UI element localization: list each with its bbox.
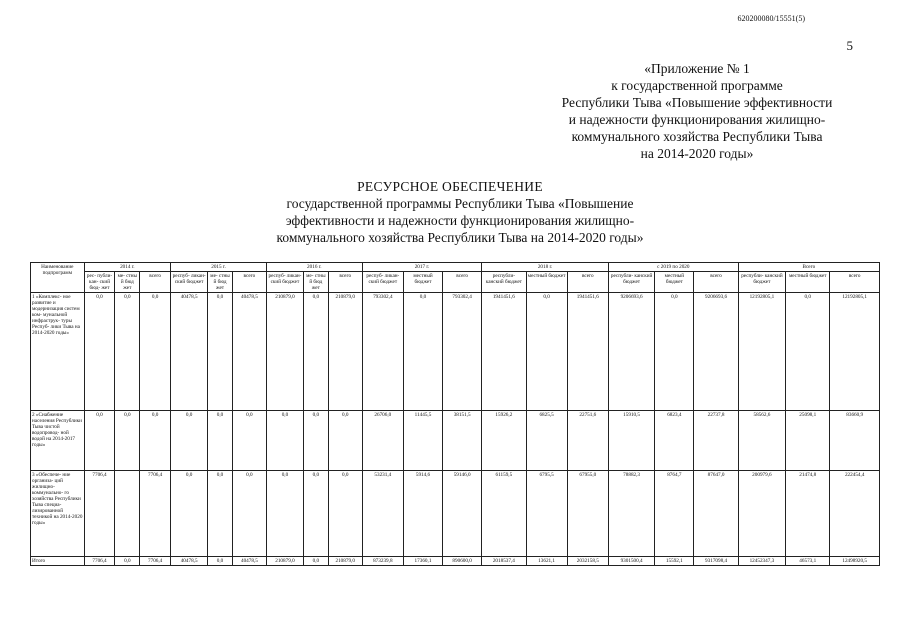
- value-cell: 1941451,6: [482, 293, 526, 411]
- value-cell: 12192805,1: [738, 293, 785, 411]
- budget-header: республи- канский бюджет: [738, 272, 785, 293]
- value-cell: 26706,0: [362, 411, 403, 471]
- value-cell: 0,0: [171, 411, 208, 471]
- budget-header: местный бюджет: [526, 272, 567, 293]
- value-cell: 58562,6: [738, 411, 785, 471]
- value-cell: 0,0: [208, 293, 233, 411]
- value-cell: 78882,3: [608, 471, 654, 557]
- budget-header: республи- канский бюджет: [482, 272, 526, 293]
- appendix-line-3: Республики Тыва «Повышение эффективности: [561, 95, 833, 110]
- value-cell: 873239,8: [362, 557, 403, 566]
- value-cell: 2018537,4: [482, 557, 526, 566]
- value-cell: 0,0: [208, 411, 233, 471]
- value-cell: 0,0: [786, 293, 830, 411]
- value-cell: 9206693,6: [608, 293, 654, 411]
- subprogram-name: 3 «Обеспече- ние организа- ций жилищно- коммунально- го хозяйства Республики Тыва специа- лизированной техникой на 2014-2020 годы»: [31, 471, 85, 557]
- value-cell: 0,0: [115, 293, 140, 411]
- value-cell: 9317098,4: [694, 557, 738, 566]
- budget-header: ме- стны й бюд жет: [115, 272, 140, 293]
- value-cell: 0,0: [655, 293, 694, 411]
- value-cell: 83660,9: [830, 411, 880, 471]
- document-number: 620200080/15551(5): [737, 14, 805, 23]
- year-header: 2017 г.: [362, 263, 482, 272]
- budget-header: местный бюджет: [655, 272, 694, 293]
- value-cell: 59146,0: [443, 471, 482, 557]
- budget-header: всего: [694, 272, 738, 293]
- value-cell: 0,0: [208, 557, 233, 566]
- value-cell: 793302,4: [443, 293, 482, 411]
- value-cell: 5914,6: [403, 471, 442, 557]
- value-cell: 7706,4: [140, 557, 171, 566]
- value-cell: 12498920,5: [830, 557, 880, 566]
- value-cell: 40478,5: [232, 557, 266, 566]
- value-cell: 0,0: [140, 411, 171, 471]
- value-cell: 0,0: [526, 293, 567, 411]
- value-cell: 0,0: [303, 411, 328, 471]
- value-cell: 222454,4: [830, 471, 880, 557]
- value-cell: 38151,5: [443, 411, 482, 471]
- value-cell: 17360,1: [403, 557, 442, 566]
- value-cell: 22737,8: [694, 411, 738, 471]
- value-cell: 7706,4: [84, 471, 115, 557]
- value-cell: 210879,0: [328, 557, 362, 566]
- value-cell: 0,0: [232, 411, 266, 471]
- appendix-line-1: «Приложение № 1: [644, 61, 750, 76]
- value-cell: 0,0: [266, 411, 303, 471]
- title-line-4: коммунального хозяйства Республики Тыва на 2014-2020 годы»: [276, 230, 644, 245]
- value-cell: 0,0: [115, 411, 140, 471]
- value-cell: 12192805,1: [830, 293, 880, 411]
- value-cell: 0,0: [328, 471, 362, 557]
- value-cell: 890600,0: [443, 557, 482, 566]
- value-cell: 0,0: [84, 411, 115, 471]
- value-cell: 210879,0: [266, 293, 303, 411]
- budget-header: всего: [830, 272, 880, 293]
- budget-header: всего: [443, 272, 482, 293]
- value-cell: 9206693,6: [694, 293, 738, 411]
- value-cell: 40478,5: [232, 293, 266, 411]
- budget-header: респуб- ликан- ский бюджет: [266, 272, 303, 293]
- budget-header: всего: [232, 272, 266, 293]
- value-cell: 6825,5: [526, 411, 567, 471]
- title-line-1: РЕСУРСНОЕ ОБЕСПЕЧЕНИЕ: [357, 179, 543, 194]
- value-cell: 0,0: [115, 557, 140, 566]
- value-cell: 210879,0: [266, 557, 303, 566]
- value-cell: 0,0: [303, 557, 328, 566]
- year-header: 2014 г.: [84, 263, 171, 272]
- value-cell: 53231,4: [362, 471, 403, 557]
- value-cell: 7706,4: [140, 471, 171, 557]
- value-cell: 200979,6: [738, 471, 785, 557]
- year-header: с 2019 по 2020: [608, 263, 738, 272]
- page-number: 5: [846, 38, 853, 53]
- year-header-row: [31, 263, 880, 272]
- budget-header: местный бюджет: [403, 272, 442, 293]
- value-cell: 15592,1: [655, 557, 694, 566]
- value-cell: 11445,5: [403, 411, 442, 471]
- value-cell: 210879,0: [328, 293, 362, 411]
- year-header: Всего: [738, 263, 879, 272]
- title-line-2: государственной программы Республики Тыва «Повышение: [286, 196, 634, 211]
- value-cell: 15926,2: [482, 411, 526, 471]
- table-row: [31, 293, 880, 411]
- budget-header-row: [31, 272, 880, 293]
- value-cell: 6795,5: [526, 471, 567, 557]
- value-cell: 61159,5: [482, 471, 526, 557]
- value-cell: 6823,4: [655, 411, 694, 471]
- resource-table: [30, 262, 880, 566]
- value-cell: 25098,1: [786, 411, 830, 471]
- year-header: 2016 г.: [266, 263, 362, 272]
- budget-header: республи- канский бюджет: [608, 272, 654, 293]
- budget-header: ме- стны й бюд жет: [208, 272, 233, 293]
- value-cell: 22751,6: [567, 411, 608, 471]
- value-cell: 0,0: [84, 293, 115, 411]
- value-cell: 793302,4: [362, 293, 403, 411]
- value-cell: 15910,5: [608, 411, 654, 471]
- value-cell: 2032158,5: [567, 557, 608, 566]
- budget-header: всего: [328, 272, 362, 293]
- value-cell: 0,0: [232, 471, 266, 557]
- value-cell: 0,0: [328, 411, 362, 471]
- value-cell: 9301500,4: [608, 557, 654, 566]
- appendix-line-6: на 2014-2020 годы»: [640, 146, 754, 161]
- value-cell: 12452347,3: [738, 557, 785, 566]
- value-cell: 8764,7: [655, 471, 694, 557]
- year-header: 2015 г.: [171, 263, 267, 272]
- document-title: [170, 178, 750, 246]
- budget-header: ме- стны й бюд жет: [303, 272, 328, 293]
- value-cell: 40478,5: [171, 557, 208, 566]
- value-cell: 1941451,6: [567, 293, 608, 411]
- value-cell: 0,0: [171, 471, 208, 557]
- appendix-line-5: коммунального хозяйства Республики Тыва: [571, 129, 823, 144]
- value-cell: 21474,8: [786, 471, 830, 557]
- subprogram-name: 2 «Снабжение населения Республики Тыва чистой водопровод- ной водой на 2014-2017 годы»: [31, 411, 85, 471]
- value-cell: 87647,0: [694, 471, 738, 557]
- value-cell: 0,0: [403, 293, 442, 411]
- table-row: [31, 471, 880, 557]
- value-cell: 40478,5: [171, 293, 208, 411]
- subprogram-name: 1 «Комплекс- ное развитие и модернизация систем ком- мунальной инфраструк- туры Респуб- лики Тыва на 2014-2020 годы»: [31, 293, 85, 411]
- budget-header: респуб- ликан- ский бюджет: [362, 272, 403, 293]
- value-cell: 0,0: [208, 471, 233, 557]
- value-cell: 0,0: [303, 471, 328, 557]
- budget-header: местный бюджет: [786, 272, 830, 293]
- name-header: Наименование подпрограмм: [31, 263, 85, 293]
- value-cell: [115, 471, 140, 557]
- value-cell: 0,0: [303, 293, 328, 411]
- subprogram-name: Итого: [31, 557, 85, 566]
- value-cell: 0,0: [140, 293, 171, 411]
- table-row: [31, 557, 880, 566]
- table-body: [31, 293, 880, 566]
- budget-header: всего: [140, 272, 171, 293]
- budget-header: всего: [567, 272, 608, 293]
- year-header: 2018 г.: [482, 263, 609, 272]
- value-cell: 67955,0: [567, 471, 608, 557]
- table-row: [31, 411, 880, 471]
- value-cell: 0,0: [266, 471, 303, 557]
- budget-header: респуб- ликан- ский бюджет: [171, 272, 208, 293]
- budget-header: рес- публи- кан- ский бюд- жет: [84, 272, 115, 293]
- appendix-line-4: и надежности функционирования жилищно-: [568, 112, 826, 127]
- value-cell: 7706,4: [84, 557, 115, 566]
- appendix-line-2: к государственной программе: [611, 78, 783, 93]
- title-line-3: эффективности и надежности функционирования жилищно-: [285, 213, 635, 228]
- appendix-header: [527, 60, 867, 162]
- value-cell: 13621,1: [526, 557, 567, 566]
- value-cell: 46573,1: [786, 557, 830, 566]
